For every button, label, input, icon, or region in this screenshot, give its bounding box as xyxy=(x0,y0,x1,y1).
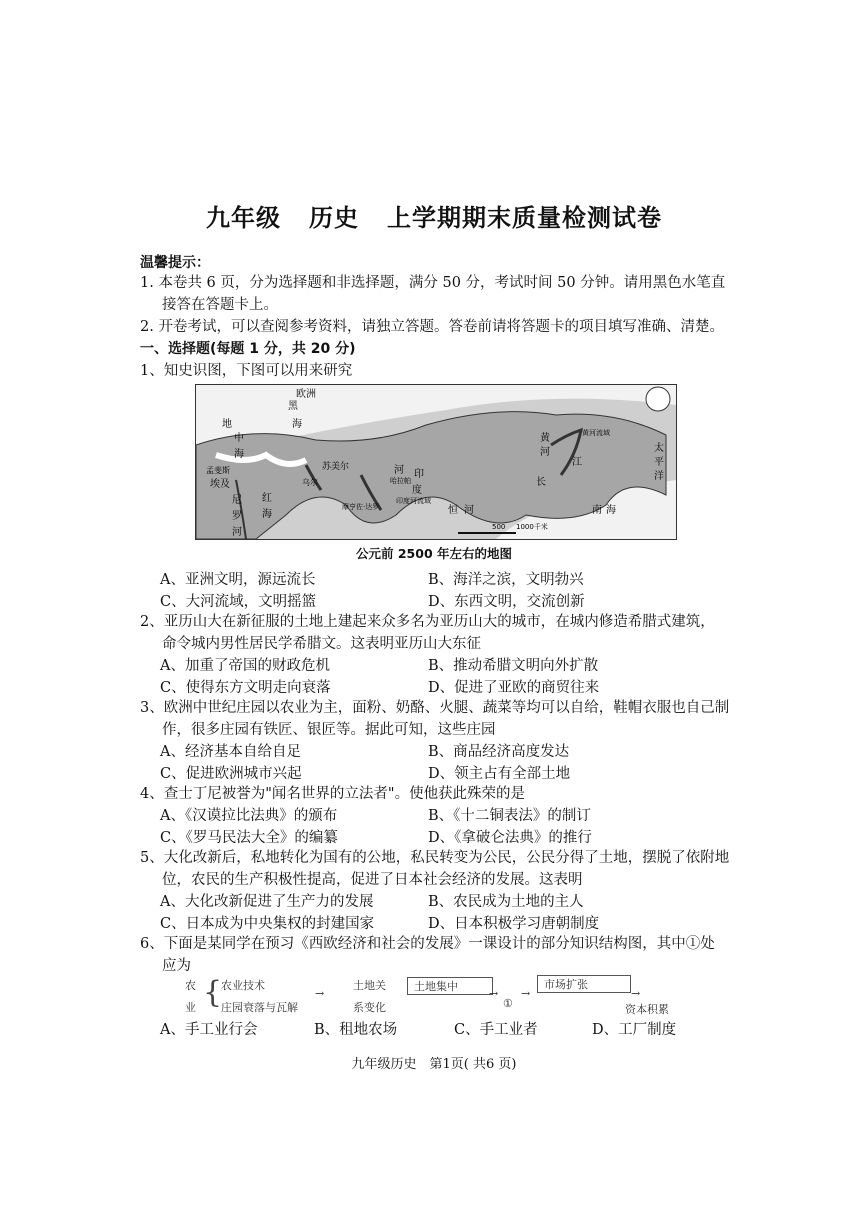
title-grade: 九年级 xyxy=(206,204,281,232)
diagram-brace-item-1: 农业技术 xyxy=(221,979,265,992)
q6-option-d[interactable]: D、工厂制度 xyxy=(592,1022,677,1038)
question-1-stem: 1、知史识图，下图可以用来研究 xyxy=(140,363,353,379)
svg-text:太: 太 xyxy=(654,443,664,454)
tip-1-cont: 接答在答题卡上。 xyxy=(162,297,278,313)
svg-text:孟斐斯: 孟斐斯 xyxy=(206,466,230,475)
section-heading: 一、选择题(每题 1 分，共 20 分) xyxy=(140,341,356,357)
tip-1: 1. 本卷共 6 页，分为选择题和非选择题，满分 50 分，考试时间 50 分钟。请用黑色水笔直 xyxy=(140,275,726,291)
svg-text:江: 江 xyxy=(572,457,582,468)
q6-option-c[interactable]: C、手工业者 xyxy=(454,1022,538,1038)
title-exam: 上学期期末质量检测试卷 xyxy=(387,204,662,232)
question-4-stem: 4、查士丁尼被誉为"闻名世界的立法者"。使他获此殊荣的是 xyxy=(140,786,526,802)
arrow-4: → xyxy=(631,987,641,1000)
diagram-right: 资本积累 xyxy=(625,1003,669,1016)
q5-option-d[interactable]: D、日本积极学习唐朝制度 xyxy=(428,916,600,932)
diagram-circle-1: ① xyxy=(503,997,513,1010)
svg-text:河: 河 xyxy=(232,527,242,538)
ancient-map xyxy=(195,384,677,540)
q3-option-d[interactable]: D、领主占有全部土地 xyxy=(428,766,571,782)
svg-text:黄: 黄 xyxy=(540,433,550,444)
page-footer: 九年级历史 第1页( 共6 页) xyxy=(351,1057,517,1072)
svg-text:黄河流域: 黄河流域 xyxy=(582,429,610,437)
map-caption: 公元前 2500 年左右的地图 xyxy=(356,546,512,561)
q5-option-b[interactable]: B、农民成为土地的主人 xyxy=(428,894,584,910)
question-3-stem: 3、欧洲中世纪庄园以农业为主，面粉、奶酪、火腿、蔬菜等均可以自给，鞋帽衣服也自己制 xyxy=(140,700,730,716)
svg-text:苏美尔: 苏美尔 xyxy=(322,462,350,472)
diagram-left-top: 农 xyxy=(185,979,196,992)
q6-option-a[interactable]: A、手工业行会 xyxy=(160,1022,258,1038)
question-2-stem-cont: 命令城内男性居民学希腊文。这表明亚历山大东征 xyxy=(162,636,481,652)
q5-option-c[interactable]: C、日本成为中央集权的封建国家 xyxy=(160,916,375,932)
question-5-stem: 5、大化改新后，私地转化为国有的公地，私民转变为公民，公民分得了土地，摆脱了依附地 xyxy=(140,850,730,866)
page-title xyxy=(0,198,868,233)
svg-text:洋: 洋 xyxy=(654,471,664,482)
tip-2: 2. 开卷考试，可以查阅参考资料，请独立答题。答卷前请将答题卡的项目填写准确、清楚。 xyxy=(140,319,724,335)
q4-option-c[interactable]: C、《罗马民法大全》的编纂 xyxy=(160,830,338,846)
svg-text:平: 平 xyxy=(654,457,664,468)
svg-text:河: 河 xyxy=(540,447,550,458)
diagram-mid-1: 土地关 xyxy=(353,979,386,992)
q2-option-b[interactable]: B、推动希腊文明向外扩散 xyxy=(428,658,599,674)
q1-option-c[interactable]: C、大河流域，文明摇篮 xyxy=(160,594,317,610)
title-subject: 历史 xyxy=(309,204,359,232)
svg-text:印: 印 xyxy=(414,469,424,480)
svg-text:罗: 罗 xyxy=(232,511,242,522)
diagram-brace: { xyxy=(203,975,223,1010)
q3-option-b[interactable]: B、商品经济高度发达 xyxy=(428,744,570,760)
q3-option-a[interactable]: A、经济基本自给自足 xyxy=(160,744,301,760)
svg-text:乌尔: 乌尔 xyxy=(302,478,318,487)
diagram-left-bottom: 业 xyxy=(185,1001,196,1014)
svg-text:哈拉帕: 哈拉帕 xyxy=(390,477,411,485)
q2-option-a[interactable]: A、加重了帝国的财政危机 xyxy=(160,658,330,674)
svg-text:1000千米: 1000千米 xyxy=(516,523,548,531)
map-label-europe: 欧洲 xyxy=(296,389,316,400)
question-2-stem: 2、亚历山大在新征服的土地上建起来众多名为亚历山大的城市，在城内修造希腊式建筑， xyxy=(140,614,715,630)
svg-text:海: 海 xyxy=(234,449,244,460)
diagram-box-1: 土地集中 xyxy=(407,977,493,995)
q3-option-c[interactable]: C、促进欧洲城市兴起 xyxy=(160,766,302,782)
svg-text:摩亨佐·达罗: 摩亨佐·达罗 xyxy=(342,503,380,511)
svg-text:海: 海 xyxy=(262,509,272,520)
svg-text:海: 海 xyxy=(606,505,616,516)
diagram-box-2: 市场扩张 xyxy=(537,975,631,993)
question-5-stem-cont: 位，农民的生产积极性提高，促进了日本社会经济的发展。这表明 xyxy=(162,872,583,888)
svg-text:河: 河 xyxy=(464,505,474,516)
q4-option-a[interactable]: A、《汉谟拉比法典》的颁布 xyxy=(160,808,338,824)
arrow-1: → xyxy=(315,987,325,1000)
diagram-mid-2: 系变化 xyxy=(353,1001,386,1014)
svg-text:河: 河 xyxy=(394,465,404,476)
svg-text:地: 地 xyxy=(222,419,232,430)
svg-text:长: 长 xyxy=(536,477,546,488)
svg-text:黑: 黑 xyxy=(288,401,298,412)
q6-option-b[interactable]: B、租地农场 xyxy=(314,1022,398,1038)
svg-text:红: 红 xyxy=(262,493,272,504)
knowledge-structure-diagram xyxy=(185,975,705,1015)
tips-heading: 温馨提示： xyxy=(140,255,210,271)
svg-text:度: 度 xyxy=(412,485,422,496)
question-3-stem-cont: 作，很多庄园有铁匠、银匠等。据此可知，这些庄园 xyxy=(162,722,496,738)
q4-option-d[interactable]: D、《拿破仑法典》的推行 xyxy=(428,830,592,846)
svg-text:恒: 恒 xyxy=(448,505,458,516)
arrow-3: → xyxy=(521,987,531,1000)
q1-option-d[interactable]: D、东西文明，交流创新 xyxy=(428,594,585,610)
q4-option-b[interactable]: B、《十二铜表法》的制订 xyxy=(428,808,591,824)
svg-text:尼: 尼 xyxy=(232,495,242,506)
q2-option-d[interactable]: D、促进了亚欧的商贸往来 xyxy=(428,680,600,696)
q1-option-a[interactable]: A、亚洲文明，源远流长 xyxy=(160,572,316,588)
q2-option-c[interactable]: C、使得东方文明走向衰落 xyxy=(160,680,331,696)
svg-text:印度河流域: 印度河流域 xyxy=(396,497,431,505)
diagram-brace-item-2: 庄园衰落与瓦解 xyxy=(221,1001,298,1014)
svg-text:埃及: 埃及 xyxy=(210,479,230,490)
svg-text:海: 海 xyxy=(292,419,302,430)
arrow-2: → xyxy=(489,987,499,1000)
question-6-stem: 6、下面是某同学在预习《西欧经济和社会的发展》一课设计的部分知识结构图，其中①处 xyxy=(140,936,715,952)
svg-text:中: 中 xyxy=(234,433,244,444)
q1-option-b[interactable]: B、海洋之滨，文明勃兴 xyxy=(428,572,584,588)
svg-text:500: 500 xyxy=(492,523,506,531)
q5-option-a[interactable]: A、大化改新促进了生产力的发展 xyxy=(160,894,374,910)
question-6-stem-cont: 应为 xyxy=(162,958,191,974)
map-graphic xyxy=(196,385,676,539)
svg-text:南: 南 xyxy=(592,505,602,516)
